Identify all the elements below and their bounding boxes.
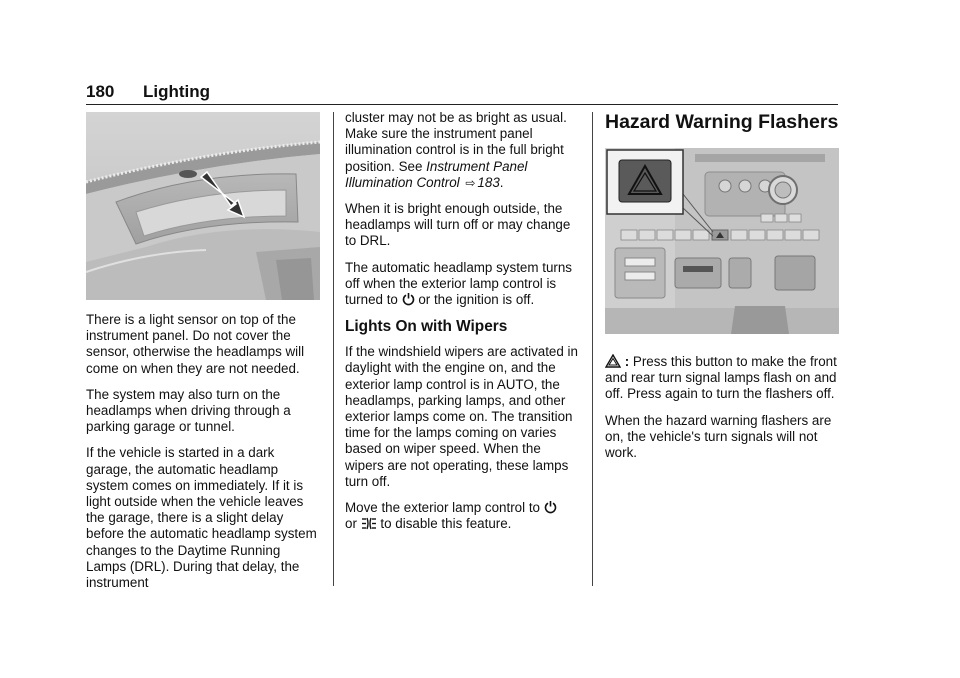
paragraph: When the hazard warning flashers are on, the vehicle's turn signals will not work.: [605, 412, 832, 461]
page-reference-icon: ⇨: [465, 175, 476, 190]
column-right: [605, 110, 839, 471]
page-number: 180: [86, 82, 115, 101]
subheading: Lights On with Wipers: [345, 318, 508, 336]
power-icon: [402, 292, 415, 306]
parking-lamp-icon: [361, 517, 377, 530]
column-middle: [345, 110, 579, 542]
paragraph: When it is bright enough outside, the headlamps will turn off or may change to DRL.: [345, 201, 571, 249]
cross-reference-link[interactable]: Instrument Panel Illumination Control: [345, 158, 528, 190]
paragraph: : Press this button to make the front and rear turn signal lamps flash on and off. Press again to turn the flashers off.: [605, 354, 837, 402]
paragraph: If the vehicle is started in a dark garage, the automatic headlamp system comes on immediately. If it is light outside when the vehicle leaves the garage, there is a slight delay before the automatic headlamp system changes to the Daytime Running Lamps (DRL). During that delay, the instrument: [86, 445, 317, 591]
paragraph: There is a light sensor on top of the instrument panel. Do not cover the sensor, otherwise the headlamps will come on when they are not needed.: [86, 312, 305, 376]
section-heading: Hazard Warning Flashers: [605, 111, 839, 133]
hazard-button-illustration: [605, 148, 839, 334]
paragraph: The system may also turn on the headlamps when driving through a parking garage or tunnel.: [86, 386, 291, 435]
column-divider: [333, 112, 334, 586]
section-title: Lighting: [143, 82, 211, 101]
power-icon: [544, 500, 557, 514]
reference-page-number[interactable]: 183: [477, 174, 500, 190]
page-header: [86, 82, 838, 105]
column-left: [86, 112, 322, 601]
light-sensor-illustration: [86, 112, 320, 300]
paragraph: The automatic headlamp system turns off when the exterior lamp control is turned to or the ignition is off.: [345, 259, 573, 308]
paragraph: If the windshield wipers are activated in daylight with the engine on, and the exterior lamp control is in AUTO, the headlamps, parking lamps, and other exterior lamps come on. The transition time for the lamps coming on varies based on wiper speed. When the wipers are not operating, these lamps turn off.: [345, 344, 578, 489]
paragraph: cluster may not be as bright as usual. Make sure the instrument panel illumination control is in the full bright position. See Instrument Panel Illumination Control ⇨ 183.: [345, 110, 567, 190]
paragraph: Move the exterior lamp control to or to disable this feature.: [345, 500, 579, 532]
hazard-triangle-icon: [605, 354, 621, 368]
column-divider: [592, 112, 593, 586]
